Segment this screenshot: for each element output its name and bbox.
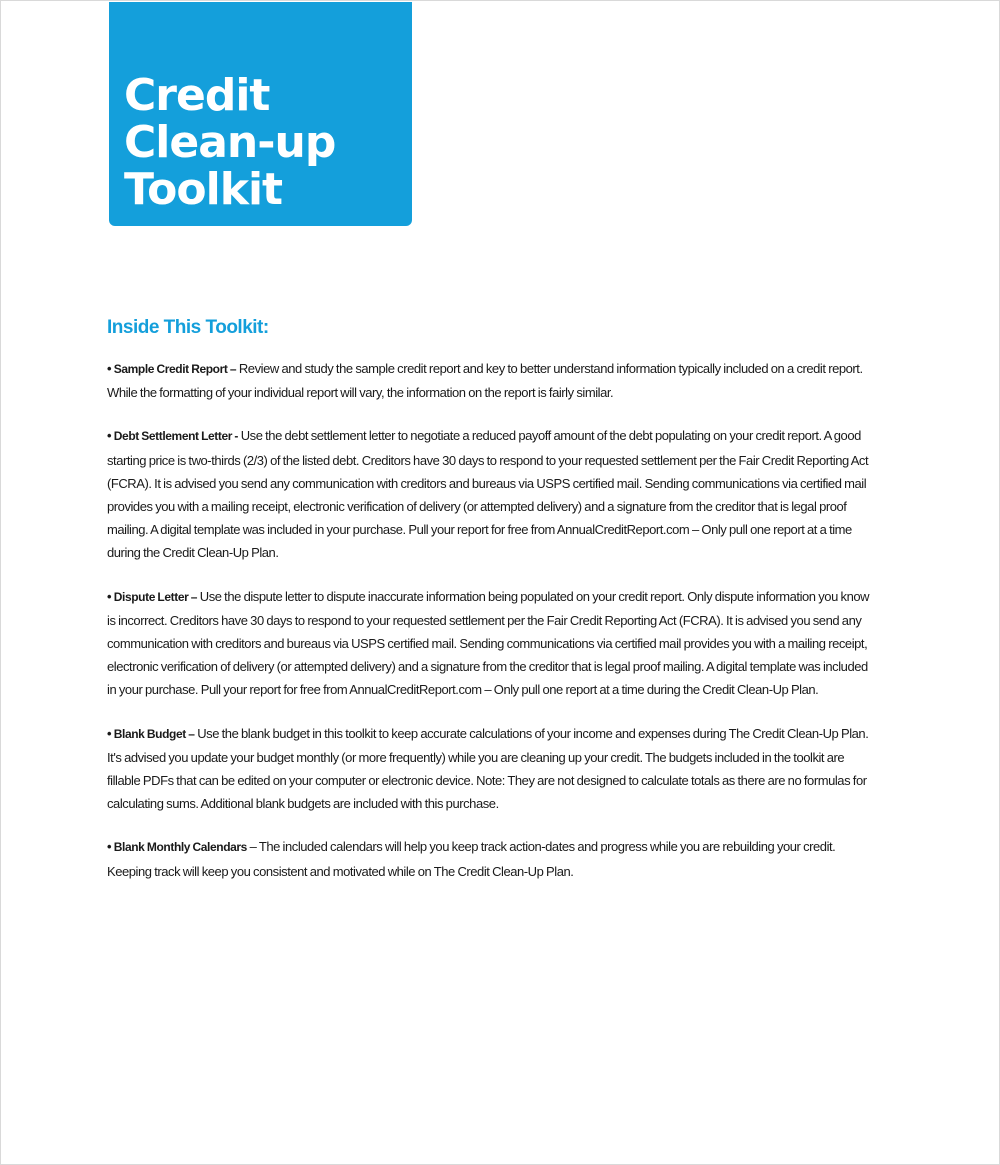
toolkit-title (124, 72, 335, 213)
list-item (107, 585, 877, 702)
title-line: Toolkit (124, 164, 283, 215)
item-label: Blank Budget – (113, 726, 195, 741)
bullet-icon: • (107, 839, 112, 855)
item-description: Review and study the sample credit report and key to better understand information typically included on a credit report. While the formatting of your individual report will vary, the information on the report is fairly similar. (107, 361, 863, 401)
bullet-icon: • (107, 361, 112, 376)
bullet-icon: • (107, 428, 112, 444)
toolkit-contents-list (107, 357, 877, 903)
item-description: Use the dispute letter to dispute inaccurate information being populated on your credit report. Only dispute information you know is incorrect. Creditors have 30 days to respond to your requested settlement per the Fair Credit Reporting Act (FCRA). It is advised you send any communication with creditors and bureaus via USPS certified mail. Sending communications via certified mail provides you with a mailing receipt, electronic verification of delivery (or attempted delivery) and a signature from the creditor that is legal proof mailing. A digital template was included in your purchase. Pull your report for free from AnnualCreditReport.com – Only pull one report at a time during the Credit Clean-Up Plan. (107, 588, 870, 698)
item-label: Debt Settlement Letter - (113, 429, 239, 444)
item-label: Sample Credit Report – (113, 362, 237, 376)
list-item (107, 722, 877, 816)
item-description: Use the blank budget in this toolkit to keep accurate calculations of your income and expenses during The Credit Clean-Up Plan. It's advised you update your budget monthly (or more frequently) while you are cleaning up your credit. The budgets included in the toolkit are fillable PDFs that can be edited on your computer or electronic device. Note: They are not designed to calculate totals as there are no formulas for calculating sums. Additional blank budgets are included with this purchase. (107, 725, 869, 812)
title-line: Clean-up (124, 117, 336, 168)
bullet-icon: • (107, 725, 112, 741)
item-description: – The included calendars will help you keep track action-dates and progress while you are rebuilding your credit. Keeping track will keep you consistent and motivated while on The Credit Clean-Up Plan. (107, 839, 836, 879)
item-label: Blank Monthly Calendars (113, 840, 247, 855)
item-label: Dispute Letter – (113, 589, 198, 604)
section-heading: Inside This Toolkit: (107, 317, 269, 338)
item-description: Use the debt settlement letter to negotiate a reduced payoff amount of the debt populating on your credit report. A good starting price is two-thirds (2/3) of the listed debt. Creditors have 30 days to respond to your requested settlement per the Fair Credit Reporting Act (FCRA). It is advised you send any communication with creditors and bureaus via USPS certified mail. Sending communications via certified mail provides you with a mailing receipt, electronic verification of delivery (or attempted delivery) and a signature from the creditor that is legal proof mailing. A digital template was included in your purchase. Pull your report for free from AnnualCreditReport.com – Only pull one report at a time during the Credit Clean-Up Plan. (107, 428, 869, 561)
title-banner (109, 2, 412, 226)
title-line: Credit (124, 70, 270, 121)
bullet-icon: • (107, 588, 112, 604)
list-item (107, 835, 877, 882)
list-item (107, 424, 877, 564)
list-item (107, 357, 877, 404)
